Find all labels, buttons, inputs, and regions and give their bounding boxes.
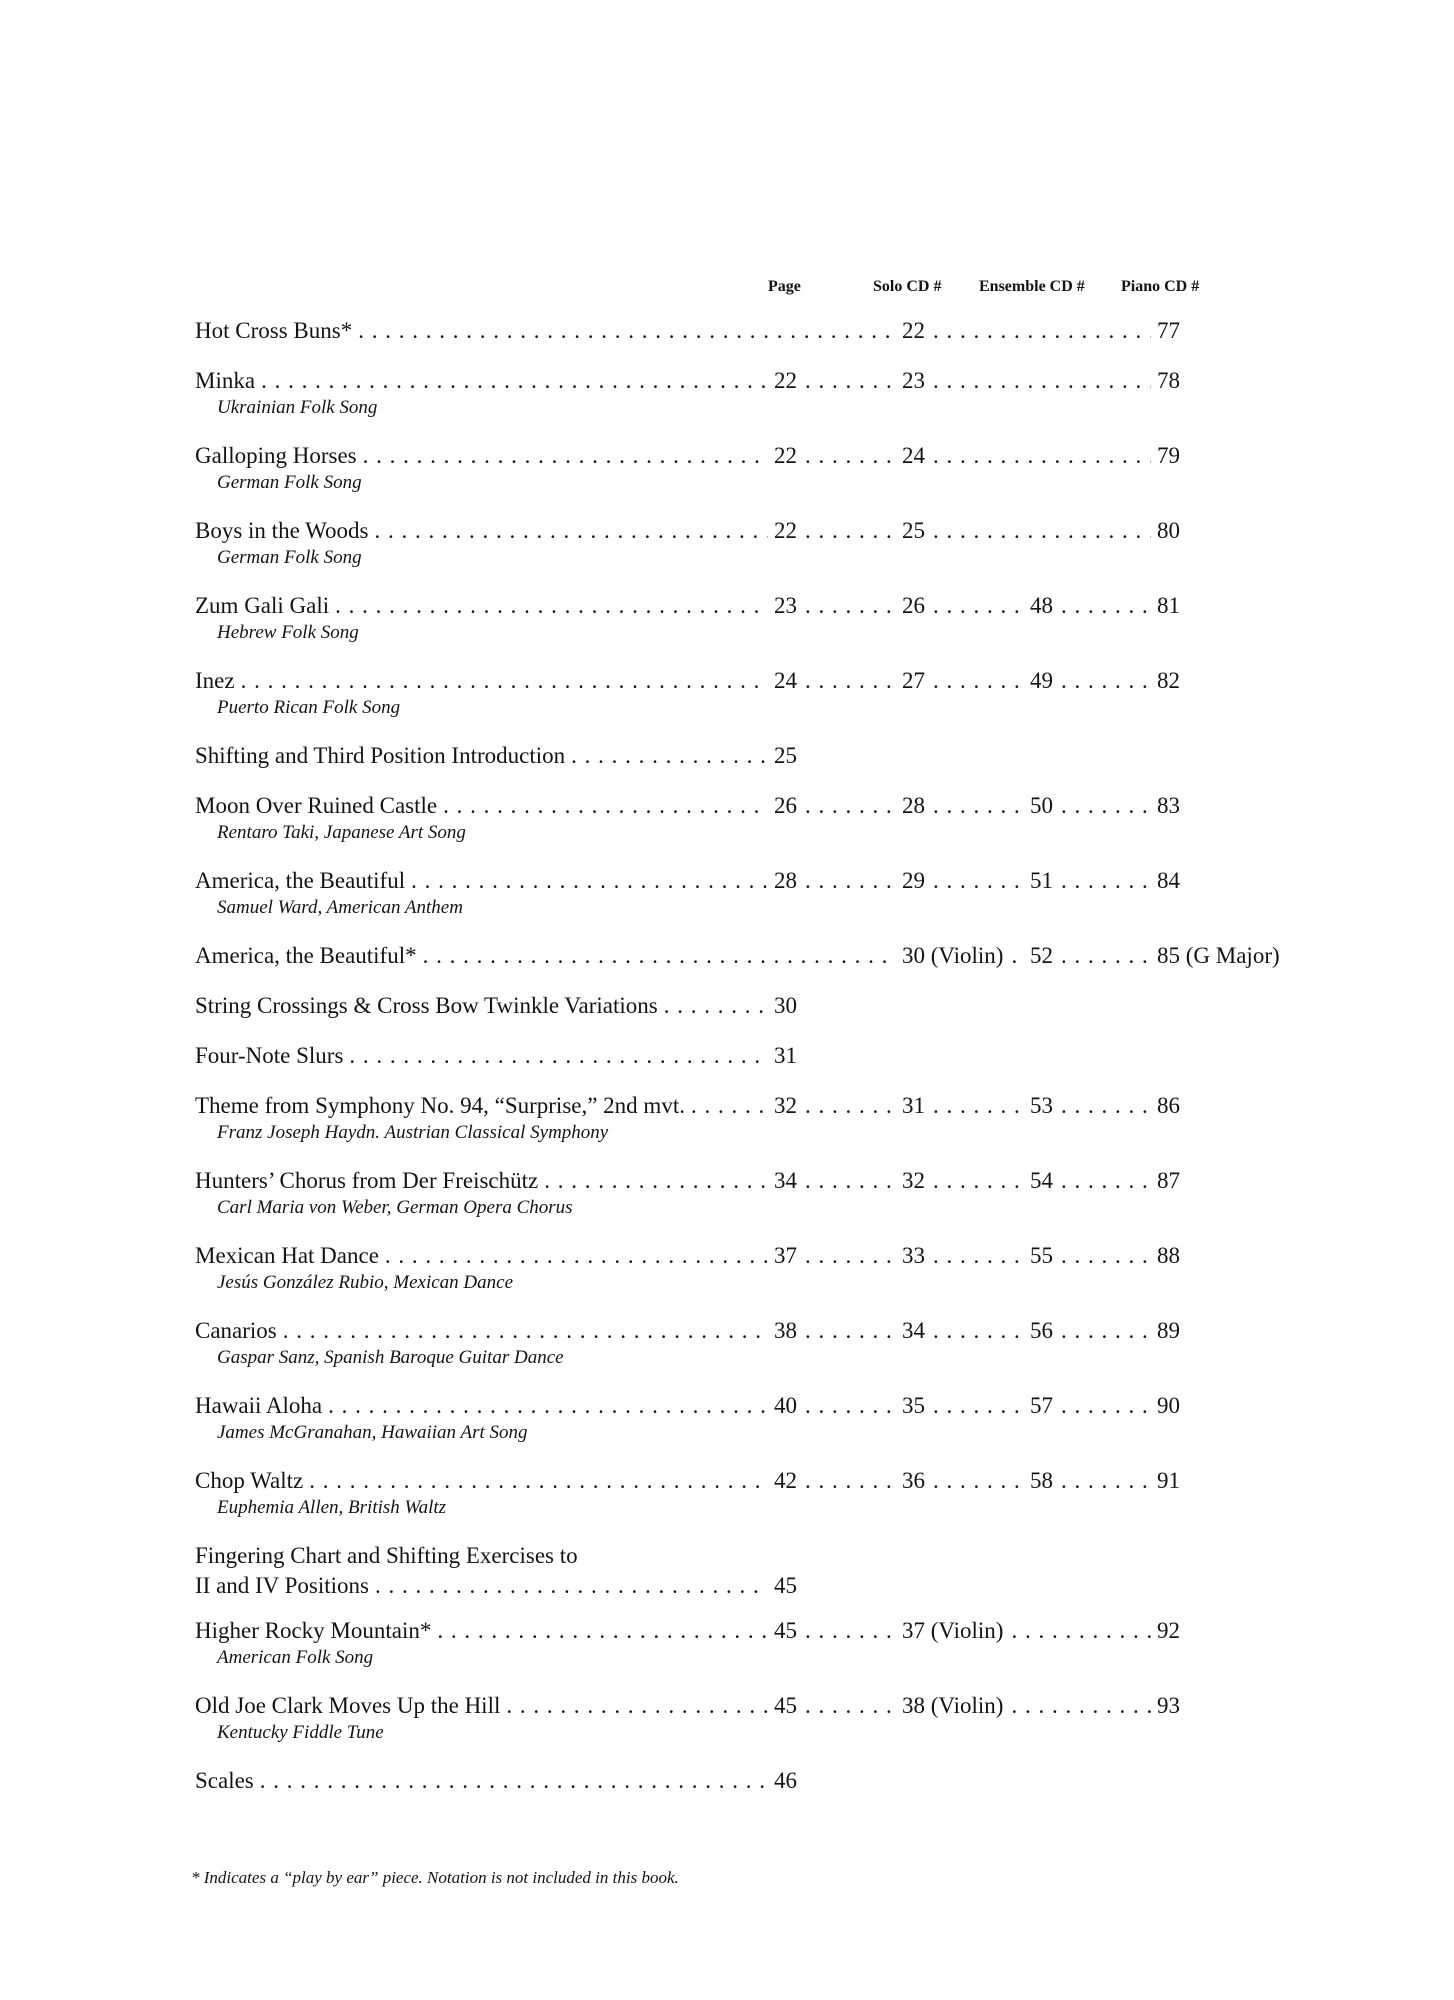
page-number: 22	[774, 518, 797, 543]
entry-subtitle: Euphemia Allen, British Waltz	[217, 1497, 447, 1518]
leader-dots	[1061, 866, 1151, 896]
toc-entry	[0, 1616, 1454, 1670]
toc-entry	[0, 941, 1454, 971]
entry-subtitle: German Folk Song	[217, 472, 362, 493]
ensemble-cd-track: 58	[1030, 1468, 1053, 1493]
toc-entry	[0, 1041, 1454, 1071]
toc-entry	[0, 991, 1454, 1021]
page-number: 31	[774, 1043, 797, 1068]
entry-title: Galloping Horses	[195, 443, 357, 468]
piano-cd-track: 81	[1157, 593, 1180, 618]
piano-cd-track: 83	[1157, 793, 1180, 818]
leader-dots	[241, 666, 768, 696]
page-number: 34	[774, 1168, 797, 1193]
leader-dots	[933, 1241, 1024, 1271]
entry-title: Canarios	[195, 1318, 277, 1343]
entry-subtitle: Carl Maria von Weber, German Opera Chorus	[217, 1197, 573, 1218]
leader-dots	[933, 791, 1024, 821]
page-number: 26	[774, 793, 797, 818]
page-number: 46	[774, 1768, 797, 1793]
entry-subtitle: James McGranahan, Hawaiian Art Song	[217, 1422, 528, 1443]
toc-entry	[0, 316, 1454, 346]
leader-dots	[933, 516, 1151, 546]
toc-entry	[0, 366, 1454, 420]
leader-dots	[805, 591, 896, 621]
leader-dots	[437, 1616, 768, 1646]
piano-cd-track: 85 (G Major)	[1157, 943, 1280, 968]
leader-dots	[1061, 1091, 1151, 1121]
entry-title: Hawaii Aloha	[195, 1393, 323, 1418]
ensemble-cd-track: 56	[1030, 1318, 1053, 1343]
piano-cd-track: 84	[1157, 868, 1180, 893]
leader-dots	[283, 1316, 768, 1346]
solo-cd-track: 37 (Violin)	[902, 1618, 1004, 1643]
leader-dots	[805, 666, 896, 696]
toc-entry	[0, 441, 1454, 495]
solo-cd-track: 33	[902, 1243, 925, 1268]
leader-dots	[1011, 1616, 1151, 1646]
toc-entry	[0, 1316, 1454, 1370]
piano-cd-track: 86	[1157, 1093, 1180, 1118]
toc-entry	[0, 666, 1454, 720]
leader-dots	[805, 1316, 896, 1346]
leader-dots	[328, 1391, 768, 1421]
piano-cd-track: 91	[1157, 1468, 1180, 1493]
entry-title: Zum Gali Gali	[195, 593, 330, 618]
entry-title: Minka	[195, 368, 256, 393]
entry-title: America, the Beautiful	[195, 868, 406, 893]
page-number: 32	[774, 1093, 797, 1118]
leader-dots	[374, 516, 768, 546]
leader-dots	[933, 316, 1151, 346]
toc-entry	[0, 791, 1454, 845]
leader-dots	[1061, 591, 1151, 621]
page-number: 23	[774, 593, 797, 618]
leader-dots	[335, 591, 768, 621]
page-number: 42	[774, 1468, 797, 1493]
leader-dots	[1061, 1391, 1151, 1421]
leader-dots	[363, 441, 768, 471]
entry-title: Scales	[195, 1768, 254, 1793]
entry-title: Moon Over Ruined Castle	[195, 793, 438, 818]
solo-cd-track: 25	[902, 518, 925, 543]
solo-cd-track: 31	[902, 1093, 925, 1118]
leader-dots	[1061, 1241, 1151, 1271]
leader-dots	[691, 1091, 768, 1121]
leader-dots	[506, 1691, 768, 1721]
toc-entry	[0, 1241, 1454, 1295]
leader-dots	[375, 1571, 768, 1601]
entry-subtitle: Rentaro Taki, Japanese Art Song	[217, 822, 466, 843]
entry-title: Inez	[195, 668, 235, 693]
entry-title: Higher Rocky Mountain*	[195, 1618, 432, 1643]
page-number: 45	[774, 1573, 797, 1598]
page-number: 28	[774, 868, 797, 893]
solo-cd-track: 26	[902, 593, 925, 618]
header-page: Page	[768, 278, 801, 295]
leader-dots	[1061, 1466, 1151, 1496]
page-number: 38	[774, 1318, 797, 1343]
leader-dots	[1011, 941, 1024, 971]
leader-dots	[805, 1691, 896, 1721]
leader-dots	[1011, 1691, 1151, 1721]
piano-cd-track: 88	[1157, 1243, 1180, 1268]
ensemble-cd-track: 55	[1030, 1243, 1053, 1268]
solo-cd-track: 38 (Violin)	[902, 1693, 1004, 1718]
leader-dots	[805, 1616, 896, 1646]
solo-cd-track: 28	[902, 793, 925, 818]
leader-dots	[385, 1241, 768, 1271]
ensemble-cd-track: 53	[1030, 1093, 1053, 1118]
leader-dots	[571, 741, 768, 771]
toc-entry	[0, 1391, 1454, 1445]
piano-cd-track: 89	[1157, 1318, 1180, 1343]
solo-cd-track: 32	[902, 1168, 925, 1193]
entry-title: Theme from Symphony No. 94, “Surprise,” 2nd mvt.	[195, 1093, 685, 1118]
toc-entry	[0, 866, 1454, 920]
leader-dots	[805, 1166, 896, 1196]
entry-title: String Crossings & Cross Bow Twinkle Variations	[195, 993, 658, 1018]
leader-dots	[933, 441, 1151, 471]
entry-title: Four-Note Slurs	[195, 1043, 344, 1068]
leader-dots	[805, 1091, 896, 1121]
piano-cd-track: 79	[1157, 443, 1180, 468]
piano-cd-track: 77	[1157, 318, 1180, 343]
entry-subtitle: Kentucky Fiddle Tune	[217, 1722, 384, 1743]
leader-dots	[933, 1316, 1024, 1346]
header-solo-cd: Solo CD #	[873, 278, 942, 295]
entry-subtitle: Hebrew Folk Song	[217, 622, 359, 643]
leader-dots	[805, 366, 896, 396]
leader-dots	[358, 316, 896, 346]
header-piano-cd: Piano CD #	[1121, 278, 1200, 295]
toc-entry	[0, 1691, 1454, 1745]
leader-dots	[805, 1391, 896, 1421]
ensemble-cd-track: 52	[1030, 943, 1053, 968]
page-number: 22	[774, 368, 797, 393]
leader-dots	[1061, 666, 1151, 696]
leader-dots	[805, 866, 896, 896]
ensemble-cd-track: 48	[1030, 593, 1053, 618]
page-number: 25	[774, 743, 797, 768]
leader-dots	[544, 1166, 768, 1196]
page-number: 22	[774, 443, 797, 468]
leader-dots	[933, 366, 1151, 396]
solo-cd-track: 27	[902, 668, 925, 693]
toc-entry	[0, 1466, 1454, 1520]
leader-dots	[805, 441, 896, 471]
leader-dots	[309, 1466, 768, 1496]
piano-cd-track: 92	[1157, 1618, 1180, 1643]
piano-cd-track: 80	[1157, 518, 1180, 543]
solo-cd-track: 23	[902, 368, 925, 393]
ensemble-cd-track: 50	[1030, 793, 1053, 818]
entry-title: Hunters’ Chorus from Der Freischütz	[195, 1168, 539, 1193]
toc-entry	[0, 741, 1454, 771]
leader-dots	[805, 1466, 896, 1496]
leader-dots	[805, 516, 896, 546]
leader-dots	[423, 941, 896, 971]
entry-title: II and IV Positions	[195, 1573, 369, 1598]
entry-title: Chop Waltz	[195, 1468, 304, 1493]
toc-entry	[0, 1541, 1454, 1601]
toc-entry	[0, 1091, 1454, 1145]
footnote: * Indicates a “play by ear” piece. Notation is not included in this book.	[191, 1868, 679, 1887]
entry-title: America, the Beautiful*	[195, 943, 417, 968]
leader-dots	[933, 1466, 1024, 1496]
page-number: 30	[774, 993, 797, 1018]
leader-dots	[933, 1091, 1024, 1121]
page-number: 45	[774, 1618, 797, 1643]
entry-title: Fingering Chart and Shifting Exercises to	[195, 1543, 578, 1568]
leader-dots	[349, 1041, 768, 1071]
page-number: 45	[774, 1693, 797, 1718]
leader-dots	[933, 1166, 1024, 1196]
solo-cd-track: 29	[902, 868, 925, 893]
page-number: 37	[774, 1243, 797, 1268]
entry-subtitle: American Folk Song	[217, 1647, 374, 1668]
solo-cd-track: 22	[902, 318, 925, 343]
leader-dots	[933, 866, 1024, 896]
ensemble-cd-track: 51	[1030, 868, 1053, 893]
ensemble-cd-track: 57	[1030, 1393, 1053, 1418]
entry-title: Mexican Hat Dance	[195, 1243, 379, 1268]
leader-dots	[1061, 941, 1151, 971]
entry-subtitle: German Folk Song	[217, 547, 362, 568]
toc-entry	[0, 1166, 1454, 1220]
entry-title: Old Joe Clark Moves Up the Hill	[195, 1693, 501, 1718]
solo-cd-track: 36	[902, 1468, 925, 1493]
solo-cd-track: 30 (Violin)	[902, 943, 1004, 968]
leader-dots	[1061, 791, 1151, 821]
solo-cd-track: 24	[902, 443, 925, 468]
page-number: 40	[774, 1393, 797, 1418]
toc-entry	[0, 516, 1454, 570]
entry-title: Hot Cross Buns*	[195, 318, 353, 343]
leader-dots	[805, 1241, 896, 1271]
entry-subtitle: Jesús González Rubio, Mexican Dance	[217, 1272, 514, 1293]
entry-subtitle: Franz Joseph Haydn. Austrian Classical Symphony	[217, 1122, 609, 1143]
piano-cd-track: 78	[1157, 368, 1180, 393]
piano-cd-track: 93	[1157, 1693, 1180, 1718]
entry-subtitle: Puerto Rican Folk Song	[217, 697, 401, 718]
entry-title: Shifting and Third Position Introduction	[195, 743, 566, 768]
ensemble-cd-track: 54	[1030, 1168, 1053, 1193]
toc-entry	[0, 1766, 1454, 1796]
leader-dots	[805, 791, 896, 821]
leader-dots	[933, 1391, 1024, 1421]
leader-dots	[1061, 1316, 1151, 1346]
leader-dots	[260, 1766, 768, 1796]
solo-cd-track: 34	[902, 1318, 925, 1343]
leader-dots	[933, 591, 1024, 621]
page-number: 24	[774, 668, 797, 693]
entry-subtitle: Ukrainian Folk Song	[217, 397, 378, 418]
piano-cd-track: 82	[1157, 668, 1180, 693]
leader-dots	[1061, 1166, 1151, 1196]
piano-cd-track: 90	[1157, 1393, 1180, 1418]
ensemble-cd-track: 49	[1030, 668, 1053, 693]
leader-dots	[933, 666, 1024, 696]
leader-dots	[261, 366, 768, 396]
solo-cd-track: 35	[902, 1393, 925, 1418]
leader-dots	[411, 866, 768, 896]
entry-title: Boys in the Woods	[195, 518, 369, 543]
leader-dots	[443, 791, 768, 821]
leader-dots	[664, 991, 768, 1021]
header-ensemble-cd: Ensemble CD #	[979, 278, 1085, 295]
entry-subtitle: Gaspar Sanz, Spanish Baroque Guitar Dance	[217, 1347, 564, 1368]
toc-entry	[0, 591, 1454, 645]
piano-cd-track: 87	[1157, 1168, 1180, 1193]
entry-subtitle: Samuel Ward, American Anthem	[217, 897, 463, 918]
